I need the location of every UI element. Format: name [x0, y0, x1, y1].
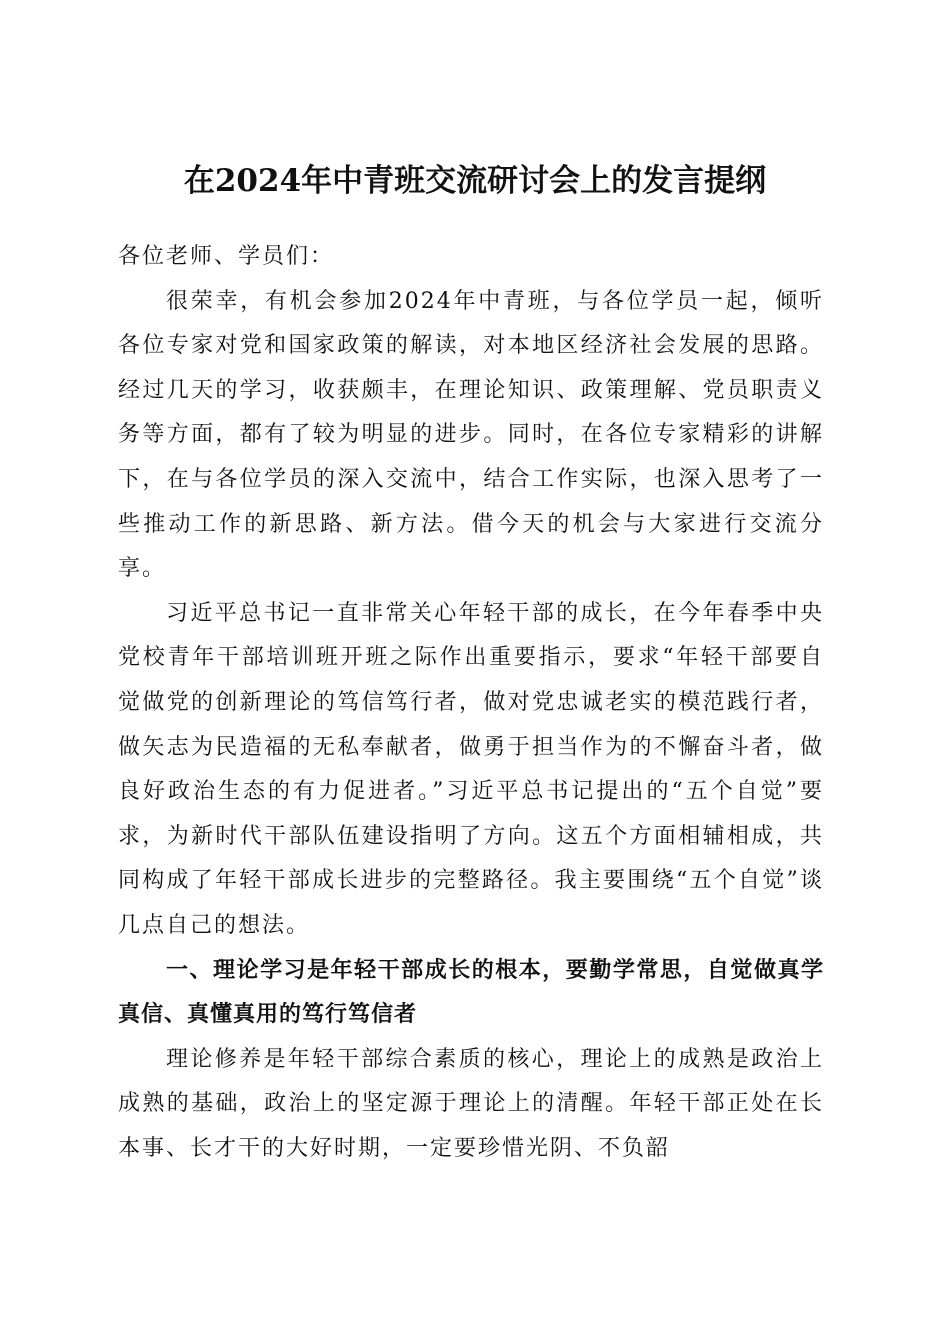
paragraph-section-1: 理论修养是年轻干部综合素质的核心，理论上的成熟是政治上成熟的基础，政治上的坚定源于理论上的清醒。年轻干部正处在长本事、长才干的大好时期，一定要珍惜光阴、不负韶: [118, 1046, 824, 1161]
document-body: [118, 235, 824, 1171]
paragraph-intro: 很荣幸，有机会参加2024年中青班，与各位学员一起，倾听各位专家对党和国家政策的解读，对本地区经济社会发展的思路。经过几天的学习，收获颇丰，在理论知识、政策理解、党员职责义务等方面，都有了较为明显的进步。同时，在各位专家精彩的讲解下，在与各位学员的深入交流中，结合工作实际，也深入思考了一些推动工作的新思路、新方法。借今天的机会与大家进行交流分享。: [118, 288, 824, 582]
section-heading-1: 一、理论学习是年轻干部成长的根本，要勤学常思，自觉做真学真信、真懂真用的笃行笃信者: [118, 957, 824, 1028]
salutation: 各位老师、学员们：: [118, 244, 335, 269]
paragraph-five-requirements: 习近平总书记一直非常关心年轻干部的成长，在今年春季中央党校青年干部培训班开班之际作出重要指示，要求“年轻干部要自觉做党的创新理论的笃信笃行者，做对党忠诚老实的模范践行者，做矢志为民造福的无私奉献者，做勇于担当作为的不懈奋斗者，做良好政治生态的有力促进者。”习近平总书记提出的“五个自觉”要求，为新时代干部队伍建设指明了方向。这五个方面相辅相成，共同构成了年轻干部成长进步的完整路径。我主要围绕“五个自觉”谈几点自己的想法。: [118, 600, 824, 938]
document-title: 在2024年中青班交流研讨会上的发言提纲: [183, 162, 767, 199]
